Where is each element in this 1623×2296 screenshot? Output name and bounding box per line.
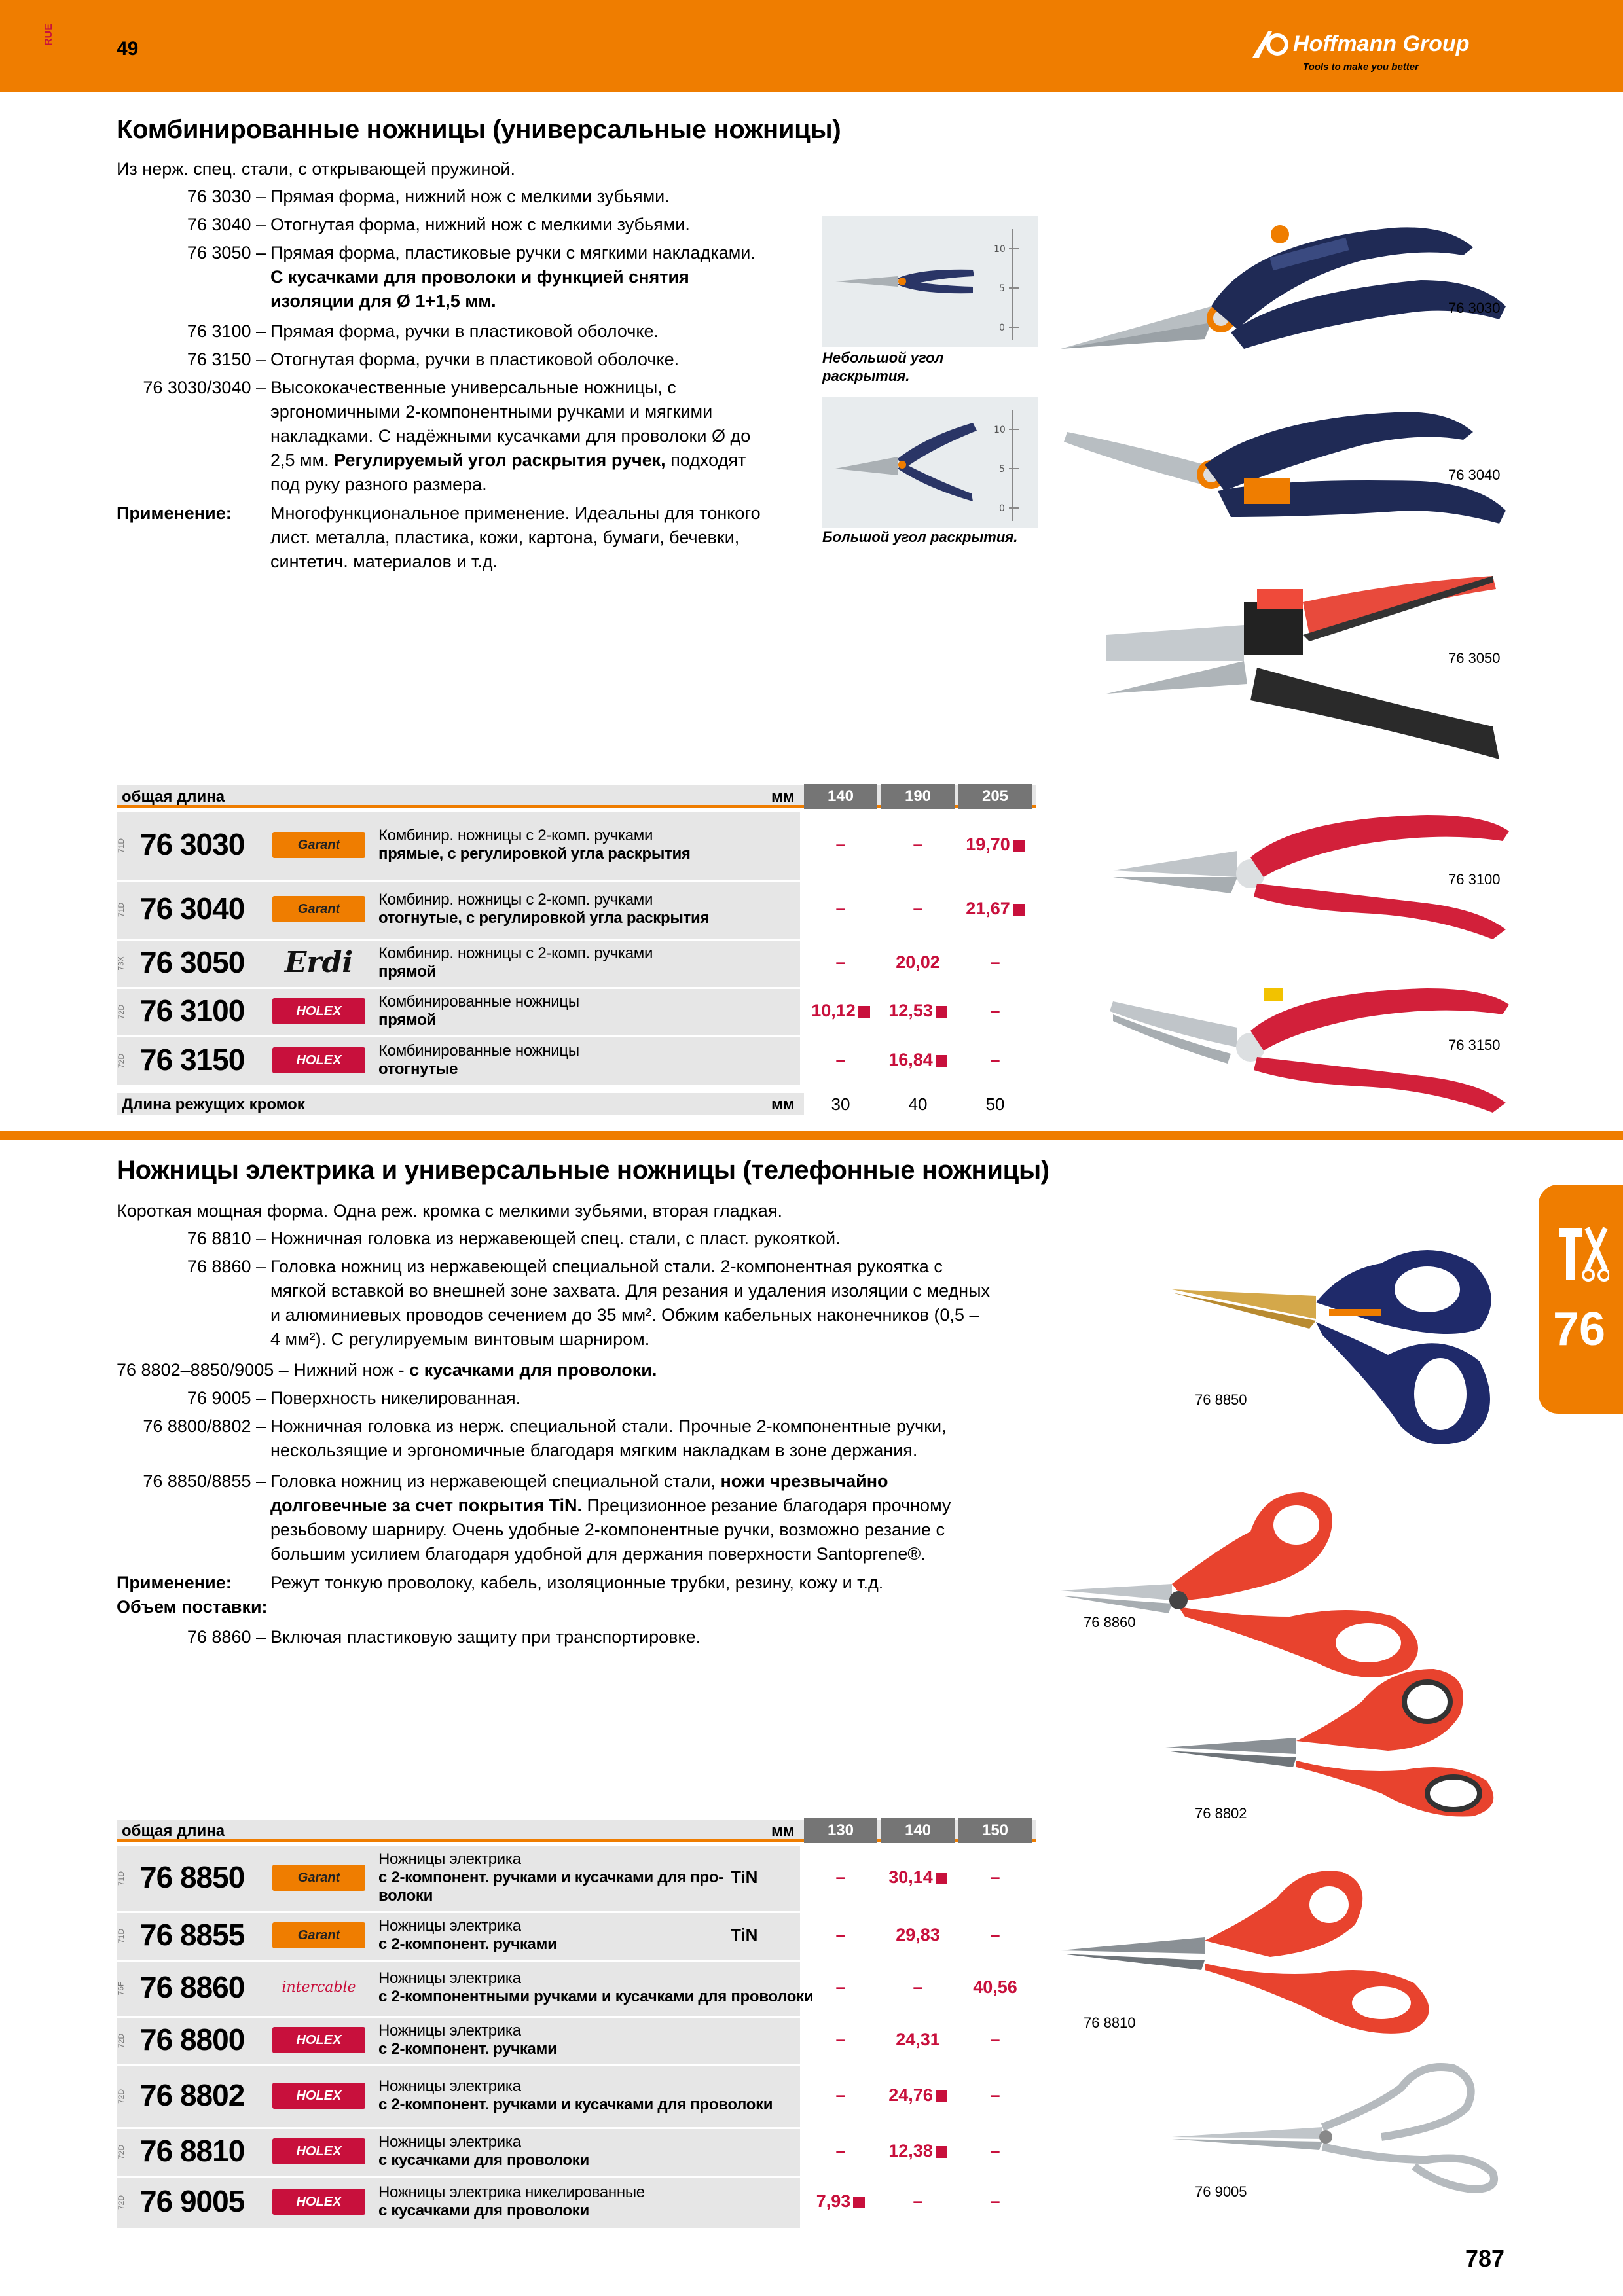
row-desc-bold: с 2-компонент. ручками xyxy=(378,2040,557,2058)
vendor-code: 71D xyxy=(117,902,126,918)
row-desc: Комбинир. ножницы с 2-комп. ручками xyxy=(378,827,653,844)
tin-badge: TiN xyxy=(731,1925,758,1945)
column-header: 130 xyxy=(804,1818,877,1843)
product-label: 76 3040 xyxy=(1448,467,1501,483)
product-label: 76 9005 xyxy=(1195,2183,1247,2200)
article-number: 76 8802 xyxy=(140,2078,245,2112)
price-cell: 7,93 xyxy=(804,2191,877,2212)
footer-value: 40 xyxy=(908,1094,928,1114)
product-image-768850 xyxy=(1165,1244,1512,1479)
price-cell: – xyxy=(835,952,846,972)
page-number: 787 xyxy=(1465,2245,1505,2272)
table-row xyxy=(117,1911,1036,1960)
price-cell: – xyxy=(990,952,1000,972)
section1-intro: Из нерж. спец. стали, с открывающей пружиной. xyxy=(117,159,515,179)
item-code: 76 8810 – xyxy=(187,1229,266,1248)
product-label: 76 3100 xyxy=(1448,871,1501,888)
usage-label: Применение: xyxy=(117,1573,232,1592)
stock-marker xyxy=(936,1006,947,1018)
item-code: 76 8860 – xyxy=(187,1627,266,1647)
row-desc: Комбинированные ножницы xyxy=(378,1042,579,1060)
svg-text:0: 0 xyxy=(999,323,1005,333)
item-code: 76 9005 – xyxy=(187,1388,266,1408)
product-image-763040 xyxy=(1054,393,1512,550)
item-code: 76 3030/3040 – xyxy=(143,378,266,397)
article-number: 76 8860 xyxy=(140,1970,245,2004)
price-cell: – xyxy=(990,2141,1000,2161)
item-code: 76 8860 – xyxy=(187,1257,266,1276)
section2-title: Ножницы электрика и универсальные ножницы (телефонные ножницы) xyxy=(117,1156,1049,1185)
price-cell: – xyxy=(990,1867,1000,1887)
price-cell: 12,38 xyxy=(881,2141,955,2161)
product-label: 76 3050 xyxy=(1448,650,1501,666)
item-desc: большим усилием благодаря удобной для держания поверхности Santoprene®. xyxy=(270,1544,926,1564)
row-desc: Ножницы электрика xyxy=(378,2133,521,2151)
column-header: 140 xyxy=(881,1818,955,1843)
item-desc: Высококачественные универсальные ножницы, с xyxy=(270,378,676,397)
price-cell: 10,12 xyxy=(804,1001,877,1021)
large-angle-photo xyxy=(822,397,1038,528)
usage-text: Многофункциональное применение. Идеальны для тонкого xyxy=(270,503,761,523)
item-desc: Головка ножниц из нержавеющей специальной стали. 2-компонентная рукоятка с xyxy=(270,1257,943,1276)
item-code: 76 3040 – xyxy=(187,215,266,234)
vendor-code: 71D xyxy=(117,1871,126,1886)
brand-logo: HOLEX xyxy=(272,2138,365,2164)
table-header-unit: мм xyxy=(771,788,795,806)
table-row xyxy=(117,939,1036,987)
brand-logo: HOLEX xyxy=(272,1047,365,1073)
logo-name: Hoffmann Group xyxy=(1293,31,1470,56)
row-desc: Комбинир. ножницы с 2-комп. ручками xyxy=(378,944,653,962)
price-cell: – xyxy=(835,2030,846,2049)
item-desc: и алюминиевых проводов сечением до 35 мм². Обжим кабельных наконечников (0,5 – xyxy=(270,1305,979,1325)
logo-tagline: Tools to make you better xyxy=(1303,62,1419,73)
logo-mark-icon xyxy=(1252,29,1289,60)
brand-logo: Erdi xyxy=(284,946,354,979)
stock-marker xyxy=(853,2197,865,2208)
item-desc: нескользящие и эргономичные благодаря мягким накладкам в зоне держания. xyxy=(270,1441,918,1460)
item-desc: под руку разного размера. xyxy=(270,475,487,494)
vendor-code: 72D xyxy=(117,2195,126,2210)
column-header: 190 xyxy=(881,784,955,809)
brand-logo: HOLEX xyxy=(272,2083,365,2109)
item-desc-mixed: 76 8802–8850/9005 – Нижний нож - с кусачками для проволоки. xyxy=(117,1360,657,1380)
price-cell: – xyxy=(835,1977,846,1997)
row-desc: Ножницы электрика xyxy=(378,2077,521,2095)
column-header: 140 xyxy=(804,784,877,809)
price-cell: 40,56 xyxy=(973,1977,1017,1997)
item-desc: Отогнутая форма, ручки в пластиковой оболочке. xyxy=(270,350,680,369)
footer-value: 30 xyxy=(831,1094,850,1114)
stock-marker xyxy=(936,2146,947,2158)
row-desc-bold: прямой xyxy=(378,1011,436,1029)
vendor-code: 72D xyxy=(117,2089,126,2104)
item-desc: Прямая форма, нижний нож с мелкими зубьями. xyxy=(270,187,670,206)
table-header-label: общая длина xyxy=(122,1822,225,1840)
table-row xyxy=(117,2176,1036,2228)
item-desc: Прямая форма, пластиковые ручки с мягкими накладками. xyxy=(270,243,756,262)
svg-text:0: 0 xyxy=(999,503,1005,514)
price-cell: – xyxy=(990,2085,1000,2105)
row-desc-bold: с 2-компонент. ручками xyxy=(378,1935,557,1953)
item-code: 76 8800/8802 – xyxy=(143,1416,266,1436)
price-cell: 12,53 xyxy=(881,1001,955,1021)
price-cell: – xyxy=(990,2191,1000,2211)
product-label: 76 3030 xyxy=(1448,300,1501,316)
item-desc-mixed: 2,5 мм. Регулируемый угол раскрытия ручек, подходят xyxy=(270,450,746,470)
chapter-tab xyxy=(1539,1185,1623,1414)
stock-marker xyxy=(1013,904,1025,916)
vendor-code: 71D xyxy=(117,838,126,853)
brand-logo: Garant xyxy=(272,896,365,922)
row-desc-bold: с 2-компонентными ручками и кусачками для проволоки xyxy=(378,1988,814,2005)
page-index: 49 xyxy=(117,38,139,60)
price-cell: – xyxy=(835,1925,846,1945)
item-desc-bold: изоляции для Ø 1+1,5 мм. xyxy=(270,291,496,311)
section1-title: Комбинированные ножницы (универсальные ножницы) xyxy=(117,115,841,144)
price-cell: 30,14 xyxy=(881,1867,955,1888)
svg-text:10: 10 xyxy=(994,244,1006,255)
row-desc: Комбинированные ножницы xyxy=(378,993,579,1011)
brand-logo: HOLEX xyxy=(272,2189,365,2215)
column-header: 150 xyxy=(958,1818,1032,1843)
brand-logo: Garant xyxy=(272,832,365,858)
item-desc: 4 мм²). С регулируемым винтовым шарниром. xyxy=(270,1329,650,1349)
price-cell: 19,70 xyxy=(958,834,1032,855)
item-code: 76 8850/8855 – xyxy=(143,1471,266,1491)
table-row xyxy=(117,987,1036,1035)
stock-marker xyxy=(936,2090,947,2102)
svg-text:10: 10 xyxy=(994,425,1006,435)
article-number: 76 8855 xyxy=(140,1918,245,1952)
price-cell: 24,76 xyxy=(881,2085,955,2106)
footer-label: Длина режущих кромок xyxy=(122,1096,305,1113)
usage-text: Режут тонкую проволоку, кабель, изоляционные трубки, резину, кожу и т.д. xyxy=(270,1573,884,1592)
stock-marker xyxy=(936,1873,947,1884)
price-cell: – xyxy=(835,899,846,918)
section-divider xyxy=(0,1131,1623,1140)
article-number: 76 8810 xyxy=(140,2134,245,2168)
brand-logo: HOLEX xyxy=(272,2027,365,2053)
price-cell: – xyxy=(913,1977,923,1997)
footer-unit: мм xyxy=(771,1096,795,1113)
brand-logo: intercable xyxy=(282,1979,356,1996)
item-desc: мягкой вставкой во внешней зоне захвата. Для резания и удаления изоляции с медных xyxy=(270,1281,990,1300)
scissors-tab-icon xyxy=(1557,1224,1609,1283)
product-label: 76 8860 xyxy=(1084,1614,1136,1630)
row-desc-bold: с кусачками для проволоки xyxy=(378,2202,589,2219)
price-cell: 16,84 xyxy=(881,1050,955,1070)
stock-marker xyxy=(1013,840,1025,852)
item-desc: Поверхность никелированная. xyxy=(270,1388,521,1408)
item-code: 76 3050 – xyxy=(187,243,266,262)
table-row xyxy=(117,2064,1036,2127)
row-desc: Ножницы электрика xyxy=(378,1969,521,1987)
item-desc-bold: С кусачками для проволоки и функцией снятия xyxy=(270,267,689,287)
vendor-code: 72D xyxy=(117,2144,126,2160)
item-desc: эргономичными 2-компонентными ручками и мягкими xyxy=(270,402,713,422)
article-number: 76 8850 xyxy=(140,1860,245,1894)
section2-intro: Короткая мощная форма. Одна реж. кромка с мелкими зубьями, вторая гладкая. xyxy=(117,1201,782,1221)
row-desc: Ножницы электрика никелированные xyxy=(378,2183,645,2201)
item-desc-mixed: Головка ножниц из нержавеющей специальной стали, ножи чрезвычайно xyxy=(270,1471,888,1491)
price-cell: 24,31 xyxy=(896,2030,940,2049)
row-desc-bold: с 2-компонент. ручками и кусачками для проволоки xyxy=(378,2096,773,2113)
price-cell: – xyxy=(835,2085,846,2105)
footer-value: 50 xyxy=(985,1094,1005,1114)
row-desc-bold: отогнутые xyxy=(378,1060,458,1078)
item-desc-mixed: долговечные за счет покрытия TiN. Прецизионное резание благодаря прочному xyxy=(270,1496,951,1515)
row-desc-bold: с 2-компонент. ручками и кусачками для про- xyxy=(378,1869,723,1886)
item-desc: Прямая форма, ручки в пластиковой оболочке. xyxy=(270,321,659,341)
row-desc-bold: отогнутые, с регулировкой угла раскрытия xyxy=(378,909,710,927)
row-desc: Комбинир. ножницы с 2-комп. ручками xyxy=(378,891,653,908)
vendor-code: 72D xyxy=(117,1053,126,1069)
table2-header xyxy=(117,1820,1036,1842)
vendor-code: 71D xyxy=(117,1928,126,1944)
row-desc: Ножницы электрика xyxy=(378,1917,521,1935)
stock-marker xyxy=(858,1006,870,1018)
item-desc: Ножничная головка из нержавеющей спец. стали, с пласт. рукояткой. xyxy=(270,1229,841,1248)
photo-caption: раскрытия. xyxy=(822,368,910,384)
product-image-768860 xyxy=(1054,1486,1473,1682)
price-cell: – xyxy=(835,1050,846,1069)
row-desc-bold: прямой xyxy=(378,963,436,980)
svg-text:5: 5 xyxy=(999,283,1005,294)
vendor-code: 72D xyxy=(117,1004,126,1020)
product-image-768802 xyxy=(1165,1662,1512,1820)
usage-text: лист. металла, пластика, кожи, картона, бумаги, бечевки, xyxy=(270,528,740,547)
price-cell: – xyxy=(990,2030,1000,2049)
table1-footer xyxy=(117,1093,804,1115)
price-cell: – xyxy=(990,1925,1000,1945)
table-header-unit: мм xyxy=(771,1822,795,1840)
price-cell: 20,02 xyxy=(896,952,940,972)
supply-label: Объем поставки: xyxy=(117,1597,268,1617)
table-row xyxy=(117,880,1036,939)
item-code: 76 3030 – xyxy=(187,187,266,206)
article-number: 76 9005 xyxy=(140,2184,245,2218)
price-cell: – xyxy=(835,2141,846,2161)
item-desc: Ножничная головка из нерж. специальной стали. Прочные 2-компонентные ручки, xyxy=(270,1416,947,1436)
small-angle-photo xyxy=(822,216,1038,347)
price-cell: – xyxy=(990,1001,1000,1020)
photo-caption: Небольшой угол xyxy=(822,350,944,366)
article-number: 76 3150 xyxy=(140,1043,245,1077)
price-cell: 21,67 xyxy=(958,899,1032,919)
item-desc: накладками. С надёжными кусачками для проволоки Ø до xyxy=(270,426,751,446)
vendor-code: 76F xyxy=(116,1981,126,1996)
price-cell: – xyxy=(913,834,923,854)
price-cell: – xyxy=(913,2191,923,2211)
table-row xyxy=(117,1960,1036,2016)
price-cell: – xyxy=(835,1867,846,1887)
item-code: 76 3100 – xyxy=(187,321,266,341)
product-label: 76 8802 xyxy=(1195,1805,1247,1821)
language-code: RUE xyxy=(43,24,54,46)
table-header-label: общая длина xyxy=(122,788,225,806)
photo-caption: Большой угол раскрытия. xyxy=(822,529,1018,545)
price-cell: – xyxy=(990,1050,1000,1069)
product-image-763030 xyxy=(1054,208,1512,365)
usage-label: Применение: xyxy=(117,503,232,523)
tin-badge: TiN xyxy=(731,1867,758,1887)
item-code: 76 3150 – xyxy=(187,350,266,369)
page-header xyxy=(0,0,1623,92)
brand-logo: HOLEX xyxy=(272,998,365,1024)
product-image-763050 xyxy=(1100,563,1512,785)
item-desc: Отогнутая форма, нижний нож с мелкими зубьями. xyxy=(270,215,690,234)
article-number: 76 3100 xyxy=(140,994,245,1028)
table-row xyxy=(117,2127,1036,2176)
row-desc: Ножницы электрика xyxy=(378,1850,521,1868)
brand-logo: Garant xyxy=(272,1922,365,1948)
article-number: 76 3030 xyxy=(140,827,245,861)
article-number: 76 3040 xyxy=(140,891,245,925)
table-row xyxy=(117,2016,1036,2064)
vendor-code: 72D xyxy=(117,2033,126,2049)
item-desc: резьбовому шарниру. Очень удобные 2-компонентные ручки, возможно резание с xyxy=(270,1520,945,1539)
vendor-code: 73X xyxy=(116,956,126,971)
table-row xyxy=(117,1035,1036,1085)
table-row xyxy=(117,1844,1036,1911)
stock-marker xyxy=(936,1055,947,1067)
column-header: 205 xyxy=(958,784,1032,809)
chapter-number: 76 xyxy=(1553,1303,1606,1355)
row-desc-bold: с кусачками для проволоки xyxy=(378,2151,589,2169)
product-image-769005 xyxy=(1165,2062,1512,2193)
svg-text:5: 5 xyxy=(999,464,1005,475)
table1-header xyxy=(117,785,1036,808)
row-desc-bold: волоки xyxy=(378,1887,433,1905)
price-cell: 29,83 xyxy=(896,1925,940,1945)
hoffmann-logo xyxy=(1247,26,1509,79)
article-number: 76 8800 xyxy=(140,2022,245,2056)
usage-text: синтетич. материалов и т.д. xyxy=(270,552,498,571)
product-label: 76 3150 xyxy=(1448,1037,1501,1053)
row-desc-bold: прямые, с регулировкой угла раскрытия xyxy=(378,845,691,863)
item-desc: Включая пластиковую защиту при транспортировке. xyxy=(270,1627,701,1647)
brand-logo: Garant xyxy=(272,1865,365,1891)
row-desc: Ножницы электрика xyxy=(378,2022,521,2039)
product-label: 76 8850 xyxy=(1195,1391,1247,1408)
price-cell: – xyxy=(913,899,923,918)
price-cell: – xyxy=(835,834,846,854)
product-label: 76 8810 xyxy=(1084,2015,1136,2031)
table-row xyxy=(117,810,1036,880)
article-number: 76 3050 xyxy=(140,945,245,979)
